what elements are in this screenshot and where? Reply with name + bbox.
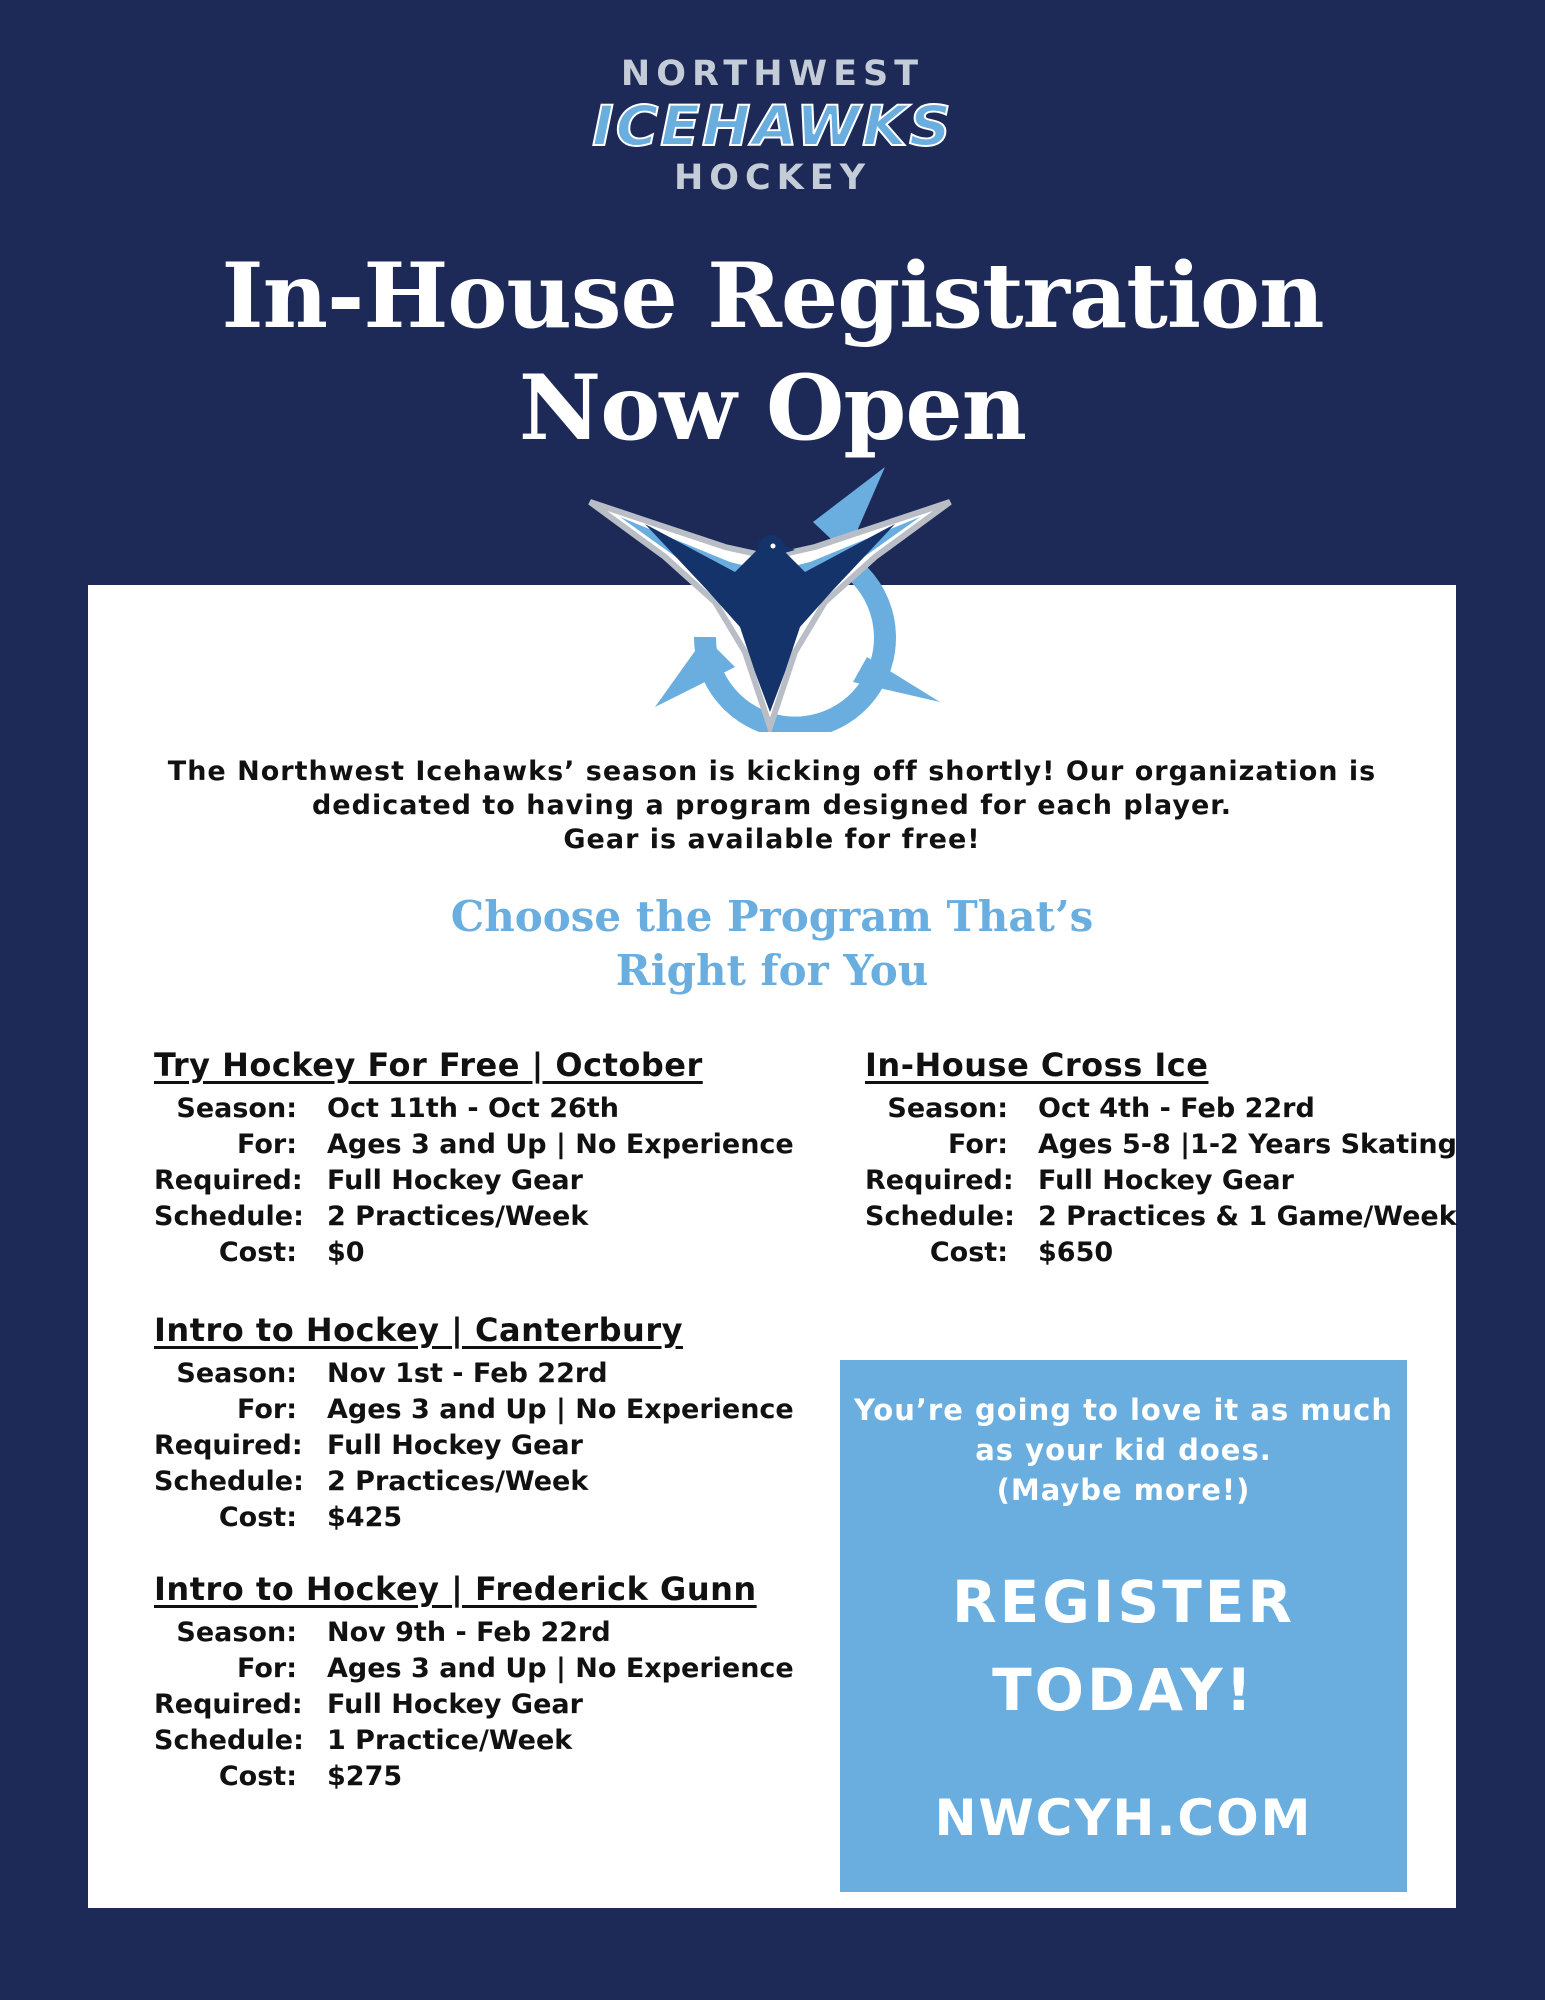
program-cost-row (154, 1759, 794, 1795)
program-season-row (865, 1091, 1457, 1127)
program-try-hockey (154, 1045, 794, 1271)
program-title: Intro to Hockey | Frederick Gunn (154, 1570, 757, 1608)
program-season-row (154, 1091, 794, 1127)
required-value: Full Hockey Gear (327, 1165, 583, 1196)
register-today-heading (840, 1558, 1407, 1734)
logo-wordmark: ICEHAWKS (592, 93, 953, 159)
program-schedule-row (154, 1199, 794, 1235)
register-line-1: REGISTER (951, 1568, 1296, 1636)
cost-value: $425 (327, 1502, 403, 1533)
program-heading-line-1: Choose the Program That’s (450, 892, 1094, 941)
season-label: Season: (887, 1093, 1008, 1124)
program-title: In-House Cross Ice (865, 1046, 1209, 1084)
program-intro-canterbury (154, 1310, 794, 1536)
required-label: Required: (154, 1430, 303, 1461)
program-cost-row (154, 1500, 794, 1536)
cost-label: Cost: (218, 1761, 297, 1792)
logo-bottom-text: HOCKEY (673, 158, 872, 198)
for-label: For: (236, 1394, 297, 1425)
for-value: Ages 3 and Up | No Experience (327, 1129, 794, 1160)
season-value: Nov 1st - Feb 22rd (327, 1358, 608, 1389)
cost-label: Cost: (218, 1502, 297, 1533)
headline-line-2: Now Open (518, 355, 1027, 461)
schedule-value: 2 Practices/Week (327, 1201, 589, 1232)
for-value: Ages 3 and Up | No Experience (327, 1653, 794, 1684)
intro-text (88, 755, 1456, 857)
season-label: Season: (176, 1093, 297, 1124)
register-line-2: TODAY! (992, 1656, 1255, 1724)
schedule-value: 1 Practice/Week (327, 1725, 573, 1756)
logo-top-text: NORTHWEST (620, 54, 925, 94)
program-season-row (154, 1615, 794, 1651)
for-label: For: (947, 1129, 1008, 1160)
schedule-label: Schedule: (154, 1201, 304, 1232)
season-label: Season: (176, 1358, 297, 1389)
headline (0, 240, 1545, 464)
season-value: Oct 11th - Oct 26th (327, 1093, 619, 1124)
cost-value: $650 (1038, 1237, 1114, 1268)
required-value: Full Hockey Gear (327, 1689, 583, 1720)
program-required-row (154, 1163, 794, 1199)
for-label: For: (236, 1653, 297, 1684)
program-for-row (154, 1651, 794, 1687)
for-value: Ages 3 and Up | No Experience (327, 1394, 794, 1425)
program-for-row (154, 1127, 794, 1163)
required-label: Required: (865, 1165, 1014, 1196)
program-title: Try Hockey For Free | October (154, 1046, 703, 1084)
season-value: Nov 9th - Feb 22rd (327, 1617, 611, 1648)
program-schedule-row (865, 1199, 1457, 1235)
schedule-label: Schedule: (865, 1201, 1015, 1232)
callout-line-3: (Maybe more!) (996, 1473, 1251, 1507)
organization-logo (0, 52, 1545, 200)
program-heading-line-2: Right for You (615, 946, 929, 995)
program-title: Intro to Hockey | Canterbury (154, 1311, 683, 1349)
schedule-value: 2 Practices & 1 Game/Week (1038, 1201, 1457, 1232)
program-cross-ice (865, 1045, 1457, 1271)
program-schedule-row (154, 1723, 794, 1759)
program-required-row (865, 1163, 1457, 1199)
season-label: Season: (176, 1617, 297, 1648)
register-callout (840, 1360, 1407, 1892)
cost-label: Cost: (218, 1237, 297, 1268)
program-season-row (154, 1356, 794, 1392)
intro-line-2: dedicated to having a program designed for each player. (311, 790, 1233, 821)
program-for-row (865, 1127, 1457, 1163)
schedule-label: Schedule: (154, 1725, 304, 1756)
schedule-label: Schedule: (154, 1466, 304, 1497)
hawk-emblem-icon (585, 462, 955, 732)
program-heading (88, 890, 1456, 998)
program-cost-row (865, 1235, 1457, 1271)
callout-line-1: You’re going to love it as much (853, 1393, 1394, 1427)
cost-value: $275 (327, 1761, 403, 1792)
required-label: Required: (154, 1165, 303, 1196)
cost-label: Cost: (929, 1237, 1008, 1268)
program-intro-frederick-gunn (154, 1569, 794, 1795)
required-value: Full Hockey Gear (327, 1430, 583, 1461)
program-required-row (154, 1428, 794, 1464)
headline-line-1: In-House Registration (221, 243, 1324, 349)
intro-line-3: Gear is available for free! (563, 824, 981, 855)
cost-value: $0 (327, 1237, 365, 1268)
program-cost-row (154, 1235, 794, 1271)
callout-line-2: as your kid does. (975, 1433, 1272, 1467)
for-label: For: (236, 1129, 297, 1160)
website-link[interactable]: NWCYH.COM (934, 1789, 1313, 1847)
required-label: Required: (154, 1689, 303, 1720)
season-value: Oct 4th - Feb 22rd (1038, 1093, 1315, 1124)
program-for-row (154, 1392, 794, 1428)
for-value: Ages 5-8 |1-2 Years Skating (1038, 1129, 1457, 1160)
intro-line-1: The Northwest Icehawks’ season is kicking off shortly! Our organization is (167, 756, 1377, 787)
program-schedule-row (154, 1464, 794, 1500)
required-value: Full Hockey Gear (1038, 1165, 1294, 1196)
program-required-row (154, 1687, 794, 1723)
schedule-value: 2 Practices/Week (327, 1466, 589, 1497)
